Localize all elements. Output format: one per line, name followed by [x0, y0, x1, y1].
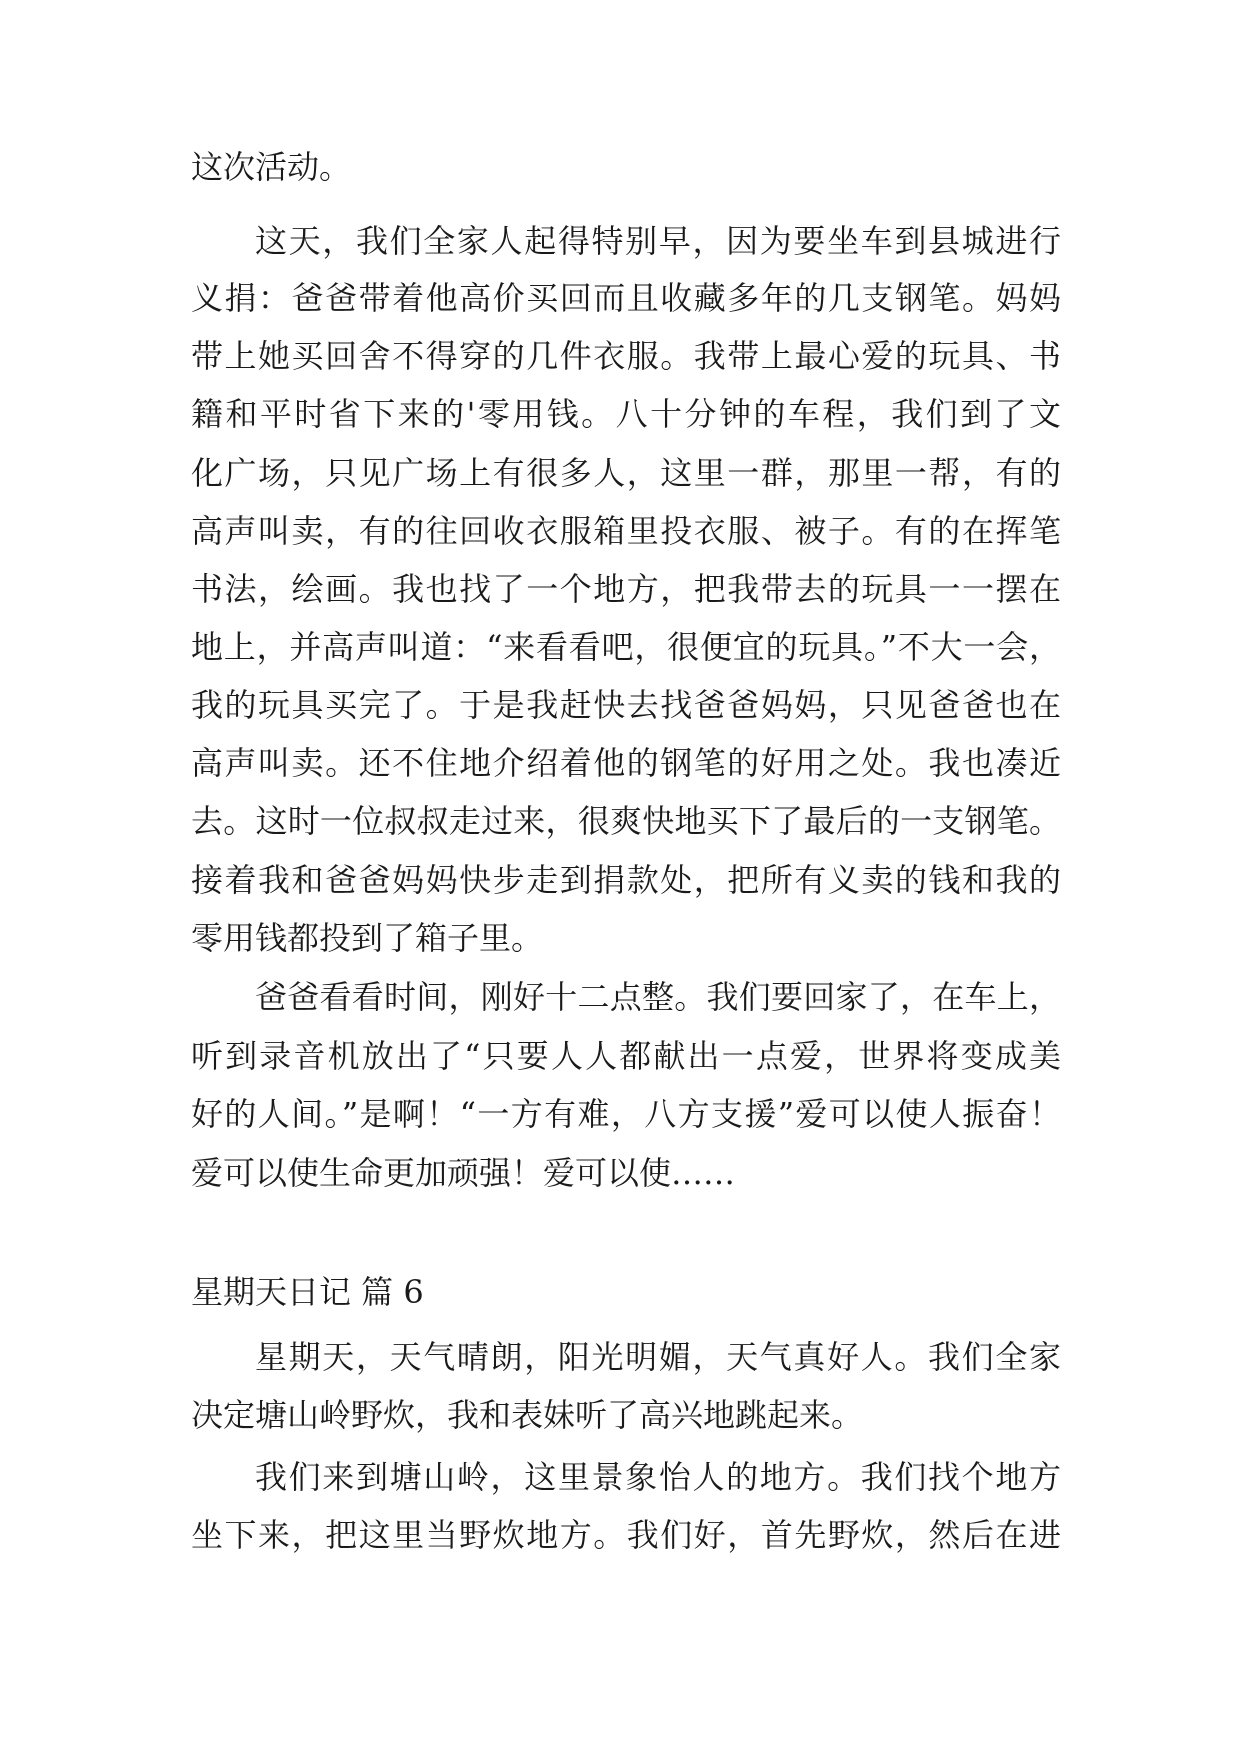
text-line: 坐下来，把这里当野炊地方。我们好，首先野炊，然后在进 — [191, 1516, 1061, 1554]
text-line: 零用钱都投到了箱子里。 — [191, 919, 544, 957]
text-line: 高声叫卖。还不住地介绍着他的钢笔的好用之处。我也凑近 — [191, 744, 1061, 782]
text-line: 地上，并高声叫道：“来看看吧，很便宜的玩具。”不大一会， — [191, 628, 1061, 666]
text-line: 爸爸看看时间，刚好十二点整。我们要回家了，在车上， — [255, 978, 1061, 1016]
text-line: 这天，我们全家人起得特别早，因为要坐车到县城进行 — [255, 222, 1061, 260]
text-line: 书法，绘画。我也找了一个地方，把我带去的玩具一一摆在 — [191, 570, 1061, 608]
section-heading: 星期天日记 篇 6 — [191, 1273, 424, 1311]
text-line: 接着我和爸爸妈妈快步走到捐款处，把所有义卖的钱和我的 — [191, 861, 1061, 899]
text-line: 听到录音机放出了“只要人人都献出一点爱，世界将变成美 — [191, 1037, 1061, 1075]
text-line: 我们来到塘山岭，这里景象怡人的地方。我们找个地方 — [255, 1458, 1061, 1496]
text-line: 爱可以使生命更加顽强！爱可以使…… — [191, 1154, 736, 1192]
text-line: 好的人间。”是啊！“一方有难，八方支援”爱可以使人振奋！ — [191, 1095, 1061, 1133]
text-line: 决定塘山岭野炊，我和表妹听了高兴地跳起来。 — [191, 1396, 864, 1434]
text-line: 这次活动。 — [191, 148, 352, 186]
text-line: 化广场，只见广场上有很多人，这里一群，那里一帮，有的 — [191, 454, 1061, 492]
text-line: 籍和平时省下来的'零用钱。八十分钟的车程，我们到了文 — [191, 395, 1061, 433]
text-line: 带上她买回舍不得穿的几件衣服。我带上最心爱的玩具、书 — [191, 337, 1061, 375]
text-line: 去。这时一位叔叔走过来，很爽快地买下了最后的一支钢笔。 — [191, 802, 1061, 840]
text-line: 星期天，天气晴朗，阳光明媚，天气真好人。我们全家 — [255, 1338, 1061, 1376]
text-line: 义捐：爸爸带着他高价买回而且收藏多年的几支钢笔。妈妈 — [191, 279, 1061, 317]
text-line: 高声叫卖，有的往回收衣服箱里投衣服、被子。有的在挥笔 — [191, 512, 1061, 550]
text-line: 我的玩具买完了。于是我赶快去找爸爸妈妈，只见爸爸也在 — [191, 686, 1061, 724]
